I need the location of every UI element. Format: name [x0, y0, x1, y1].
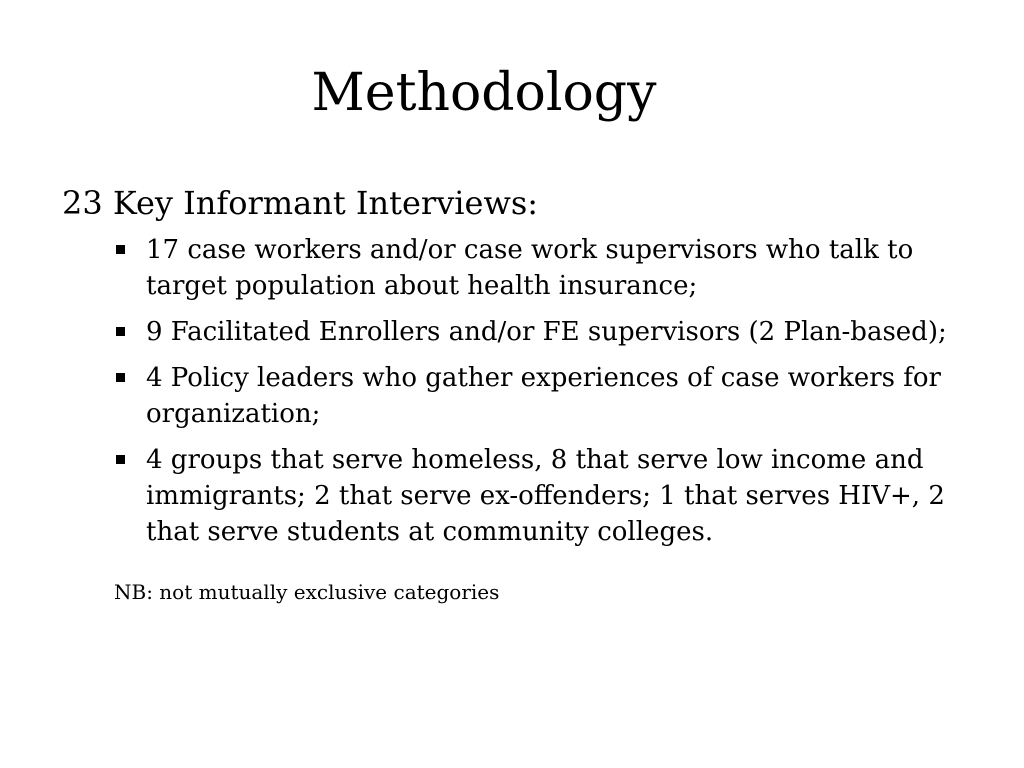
bullet-item: [146, 232, 982, 304]
slide-title: Methodology: [311, 63, 657, 123]
footnote: NB: not mutually exclusive categories: [114, 580, 500, 605]
slide-content: [62, 184, 982, 604]
bullet-item: [146, 442, 982, 550]
bullet-list: [62, 232, 982, 550]
bullet-item: [146, 314, 982, 350]
lead-text: 23 Key Informant Interviews:: [62, 184, 539, 222]
square-bullet-icon: [116, 327, 125, 336]
bullet-text: 9 Facilitated Enrollers and/or FE supervisors (2 Plan-based);: [146, 317, 947, 348]
square-bullet-icon: [116, 245, 125, 254]
bullet-text: 4 groups that serve homeless, 8 that serve low income and immigrants; 2 that serve ex-offenders; 1 that serves HIV+, 2 that serve students at community colleges.: [146, 445, 945, 548]
bullet-item: [146, 360, 982, 432]
square-bullet-icon: [116, 373, 125, 382]
bullet-text: 17 case workers and/or case work supervisors who talk to target population about health insurance;: [146, 235, 914, 302]
square-bullet-icon: [116, 455, 125, 464]
bullet-text: 4 Policy leaders who gather experiences of case workers for organization;: [146, 363, 941, 430]
